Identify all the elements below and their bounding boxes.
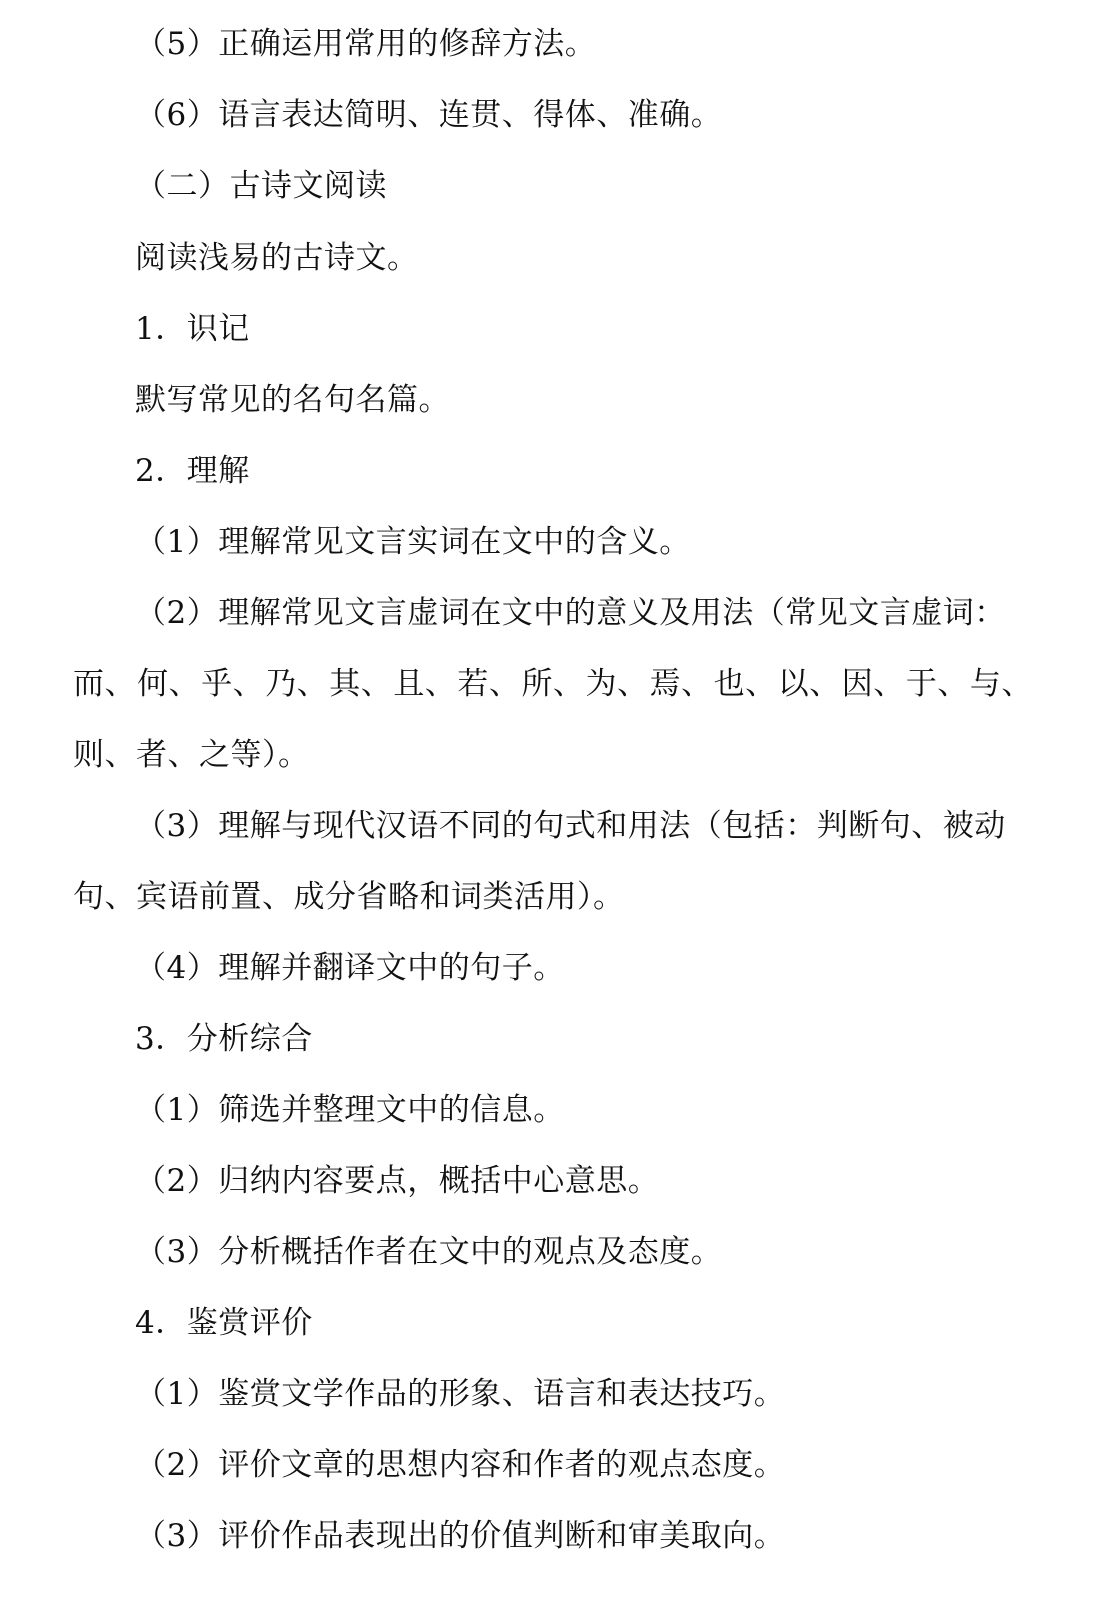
function-word: 而、: [73, 666, 136, 702]
paragraph-literary-appreciation: （1）鉴赏文学作品的形象、语言和表达技巧。: [135, 1376, 786, 1412]
paragraph-author-views: （3）分析概括作者在文中的观点及态度。: [135, 1234, 723, 1270]
function-word: 因、: [841, 666, 905, 702]
paragraph-rhetoric: （5）正确运用常用的修辞方法。: [135, 26, 597, 62]
paragraph-sentence-patterns-line2: 句、宾语前置、成分省略和词类活用）。: [73, 879, 625, 915]
function-word: 其、: [329, 666, 393, 702]
paragraph-reading-intro: 阅读浅易的古诗文。: [135, 240, 419, 276]
function-word: 于、: [905, 666, 969, 702]
function-word: 与、: [969, 666, 1033, 702]
function-word: 若、: [457, 666, 521, 702]
paragraph-summarize: （2）归纳内容要点，概括中心意思。: [135, 1163, 660, 1199]
paragraph-function-words-line3: 则、者、之等）。: [73, 737, 310, 773]
function-word: 何、: [137, 666, 201, 702]
paragraph-sentence-patterns-line1: （3）理解与现代汉语不同的句式和用法（包括：判断句、被动: [135, 808, 1006, 844]
paragraph-memorize: 默写常见的名句名篇。: [135, 382, 450, 418]
function-word: 焉、: [649, 666, 713, 702]
paragraph-expression: （6）语言表达简明、连贯、得体、准确。: [135, 97, 723, 133]
function-word: 也、: [713, 666, 777, 702]
subheading-understand: 2．理解: [135, 453, 250, 489]
section-heading-classical-reading: （二）古诗文阅读: [135, 168, 387, 204]
subheading-analysis: 3．分析综合: [135, 1021, 313, 1057]
paragraph-evaluate-content: （2）评价文章的思想内容和作者的观点态度。: [135, 1447, 786, 1483]
paragraph-translate: （4）理解并翻译文中的句子。: [135, 950, 565, 986]
paragraph-function-words-line1: （2）理解常见文言虚词在文中的意义及用法（常见文言虚词：: [135, 595, 1006, 631]
subheading-appreciate: 4．鉴赏评价: [135, 1305, 313, 1341]
function-word: 以、: [777, 666, 841, 702]
paragraph-evaluate-values: （3）评价作品表现出的价值判断和审美取向。: [135, 1518, 786, 1554]
function-word: 为、: [585, 666, 649, 702]
paragraph-filter-info: （1）筛选并整理文中的信息。: [135, 1092, 565, 1128]
function-word: 所、: [521, 666, 585, 702]
function-word: 乎、: [201, 666, 265, 702]
paragraph-function-words-line2: [73, 664, 1033, 704]
paragraph-content-words: （1）理解常见文言实词在文中的含义。: [135, 524, 691, 560]
subheading-memorize: 1．识记: [135, 311, 250, 347]
function-word: 乃、: [265, 666, 329, 702]
function-word: 且、: [393, 666, 457, 702]
